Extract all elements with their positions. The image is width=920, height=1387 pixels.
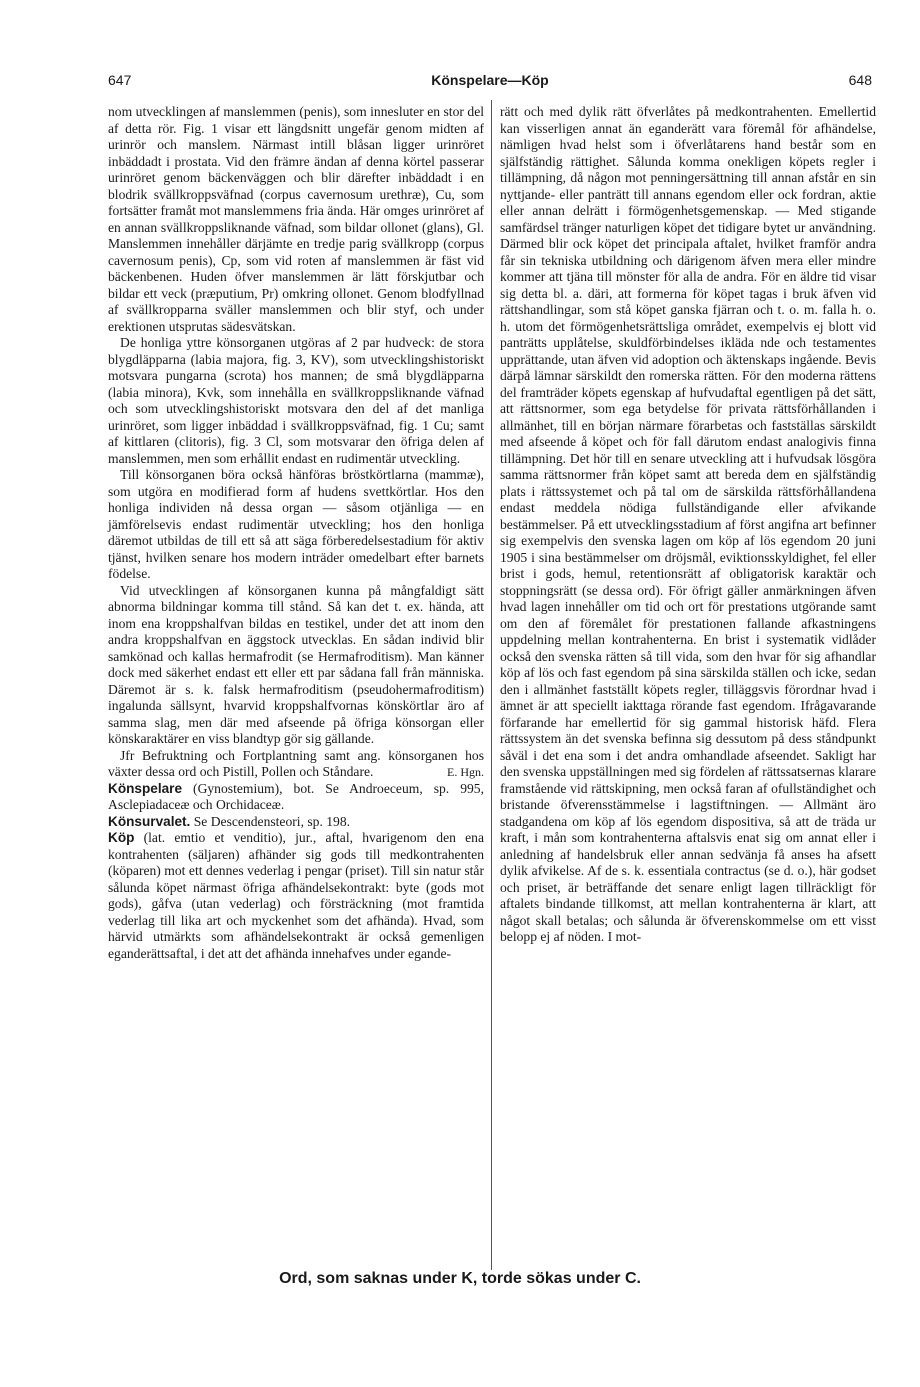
headword-konspelare: Könspelare xyxy=(108,780,183,796)
right-column xyxy=(500,104,876,946)
running-head xyxy=(108,72,872,94)
entry-konsurvalet xyxy=(108,814,484,831)
column-divider xyxy=(491,100,492,1270)
paragraph-kop-continued: rätt och med dylik rätt öfverlåtes på medkontrahenten. Emellertid kan visserligen annat än eganderätt vara föremål för afhändelse, nämligen hvad helst som i öfverlåtarens hand består som en själfständig rättighet. Sålunda komma onekligen köpets regler i tillämpning, då någon mot penningersättning till annan afstår en sin nyttjande- eller panträtt till annans egendom eller ock fordran, aktie eller annan delrätt i förmögenhetsgemenskap. — Med stigande samfärdsel tränger naturligen köpet det tidigare bytet ur användning. Därmed blir ock köpet det principala aftalet, hvilket framför andra får sin tekniska utbildning och därigenom äfven mera eller mindre kommer att tjäna till mönster för alla de andra. För en äldre tid visar sig detta bl. a. däri, att formerna för köpet tagas i bruk äfven vid rättshandlingar, som stå köpet ganska fjärran och t. o. m. falla h. o. h. utom det förmögenhetsrättsliga området, exempelvis ej blott vid panträtts upplåtelse, skuldförbindelses ikläda nde och testamentes upprättande, utan äfven vid adoption och äktenskaps ingående. Bevis därpå lämnar särskildt den romerska rätten. För den moderna rättens del framträder köpets egenskap af hufvudaftal egentligen på det sätt, att rättsnormer, som ega betydelse för privata rättsförhållanden i allmänhet, till en början närmare förarbetas och fastställas särskildt med afseende å köpet och för fall därutom endast analogivis finna tillämpning. Det hör till en senare utveckling att i hufvudsak lösgöra samma rättsnormer från köpet samt att bereda dem en själfständig plats i rättssystemet och på tal om de särskilda rättsförhållandena endast meddela nödiga fullständigande eller afvikande bestämmelser. På ett utvecklingsstadium af först angifna art befinner sig exempelvis den svenska lagen om köp af lös egendom 20 juni 1905 i sina bestämmelser om dröjsmål, eviktionsskyldighet, fel eller brist i gods, hemul, retentionsrätt af obligatorisk karaktär och stoppningsrätt (se dessa ord). För öfrigt gäller anmärkningen äfven hvad lagen innehåller om tid och ort för prestations utgörande samt om den af föremålet för prestationen fallande afkastningens uppdelning mellan kontrahenterna. En brist i systematik vidlåder också den svenska rätten så till vida, som den hvar för sig afhandlar köp af lös och fast egendom på sina särskilda ställen och icke, sedan den i allmänhet fastställt köpets regler, tilläggsvis förordnar hvad i ämnet är att speciellt iakttaga rörande fast egendom. Ifrågavarande förfarande har emellertid för sig gammal historisk häfd. Flera rättssystem än det svenska befinna sig dessutom på dess ståndpunkt såväl i det ena som i det andra omhandlade afseendet. Sakligt har den svenska uppställningen med sig fördelen af rättssatsernas klarare framstående vid rättskipning, men också faran af ofullständighet och bristande öfverensstämmelse i lagstiftningen. — Allmänt äro stadgandena om köp af lös egendom dispositiva, så att de träda ur kraft, i mån som kontrahenterna aftalsvis enat sig om annat eller i anledning af handelsbruk eller annan sedvänja få anses ha afsett dylik afvikelse. Af de s. k. essentiala contractus (se d. o.), här godset och priset, är beträffande det senare enligt lagen tillräckligt för aftalets bindande tillkomst, att mellan kontrahenterna är klart, att något skall betalas; och sålunda är öfverenskommelse om ett visst belopp ej af nöden. I mot- xyxy=(500,104,876,944)
entry-konspelare xyxy=(108,781,484,814)
cross-reference-text: Jfr Befruktning och Fortplantning samt ang. könsorganen hos växter dessa ord och Pistill, Pollen och Ståndare. xyxy=(108,747,484,779)
page-number-right: 648 xyxy=(848,72,872,88)
entry-kop-body: (lat. emtio et venditio), jur., aftal, hvarigenom den ena kontrahenten (säljaren) afhänder sig gods till medkontrahenten (köparen) mot ett dennes vederlag i pengar (priset). Till sin natur står sålunda köpet närmast öfriga afhändelsekontrakt: byte (gods mot gods), gåfva (utan vederlag) och försträckning (mot framtida vederlag till lika art och myckenhet som det afhända). Hvad, som härvid utmärkts som afhändelsekontrakt är också gemenligen eganderättsaftal, i det att det afhända innehafves under egande- xyxy=(108,830,484,961)
entry-kop xyxy=(108,830,484,962)
page-number-left: 647 xyxy=(108,72,132,88)
paragraph-female-organs: De honliga yttre könsorganen utgöras af 2 par hudveck: de stora blygdläpparna (labia majora, fig. 3, KV), som utvecklingshistoriskt motsvara pungarna (scrota) hos mannen; de små blygdläpparna (labia minora), Kvk, som innehålla en svällkroppsliknande väfnad och som utvecklingshistoriskt motsvara den del af det manliga urinröret, som ligger inbäddad i svällkroppsväfnad, fig. 1 Cu; samt af kittlaren (clitoris), fig. 3 Cl, som motsvarar den öfriga delen af manslemmen, men som erhållit endast en rudimentär utveckling. xyxy=(108,335,484,466)
paragraph-penis: nom utvecklingen af manslemmen (penis), som innesluter en stor del af detta rör. Fig. 1 visar ett längdsnitt ungefär genom midten af urinrör och manslem. Närmast intill blåsan ligger urinröret inbäddadt i prostata. Vid den främre ändan af denna körtel passerar urinröret genom bäckenväggen och blir därefter inbäddadt i en blodrik svällkroppsväfnad (corpus cavernosum urethræ), Cu, som fortsätter framåt mot manslemmens fria ända. Här omges urinröret af en annan svällkroppsliknande väfnad, som bildar ollonet (glans), Gl. Manslemmen innehåller därjämte en tredje parig svällkropp (corpus cavernosum penis), Cp, som vid roten af manslemmen är fäst vid bäckenbenen. Huden öfver manslemmen är lätt förskjutbar och bildar ett veck (præputium, Pr) omkring ollonet. Genom blodfyllnad af svällkropparna sväller manslemmen och blir styf, och under erektionen utsprutas sädesvätskan. xyxy=(108,104,484,334)
paragraph-abnormalities: Vid utvecklingen af könsorganen kunna på mångfaldigt sätt abnorma bildningar komma till stånd. Så kan det t. ex. hända, att inom ena kroppshalfvan bildas en testikel, under det att inom den andra kroppshalfvan en äggstock utvecklas. En sådan individ blir samkönad och kallas hermafrodit (se Hermafroditism). Man känner dock med säkerhet endast ett eller ett par sådana fall från människa. Däremot är s. k. falsk hermafroditism (pseudohermafroditism) ingalunda sällsynt, hvarvid kroppshalfvornas könskörtlar äro af samma slag, men där med afseende på öfriga könsorgan eller könskaraktärer en viss blandtyp gör sig gällande. xyxy=(108,582,484,746)
author-signature: E. Hgn. xyxy=(447,765,484,779)
entry-konsurvalet-body: Se Descendensteori, sp. 198. xyxy=(190,813,351,829)
running-title: Könspelare—Köp xyxy=(431,72,549,88)
left-column xyxy=(108,104,484,962)
paragraph-cross-reference xyxy=(108,748,484,781)
headword-konsurvalet: Könsurvalet. xyxy=(108,813,191,829)
footer-note: Ord, som saknas under K, torde sökas under C. xyxy=(279,1270,641,1287)
entry-konspelare-body: (Gynostemium), bot. Se Androeceum, sp. 995, Asclepiadaceæ och Orchidaceæ. xyxy=(108,780,484,812)
paragraph-mammae: Till könsorganen böra också hänföras bröstkörtlarna (mammæ), som utgöra en modifierad form af hudens svettkörtlar. Hos den honliga individen nå dessa organ — såsom otjänliga — en jämförelsevis endast rudimentär utveckling; hos den honliga däremot utbildas de till ett så att säga förberedelsestadium för aktiv tjänst, hvilken senare hos modern inträder omedelbart efter barnets födelse. xyxy=(108,467,484,581)
headword-kop: Köp xyxy=(108,830,135,845)
